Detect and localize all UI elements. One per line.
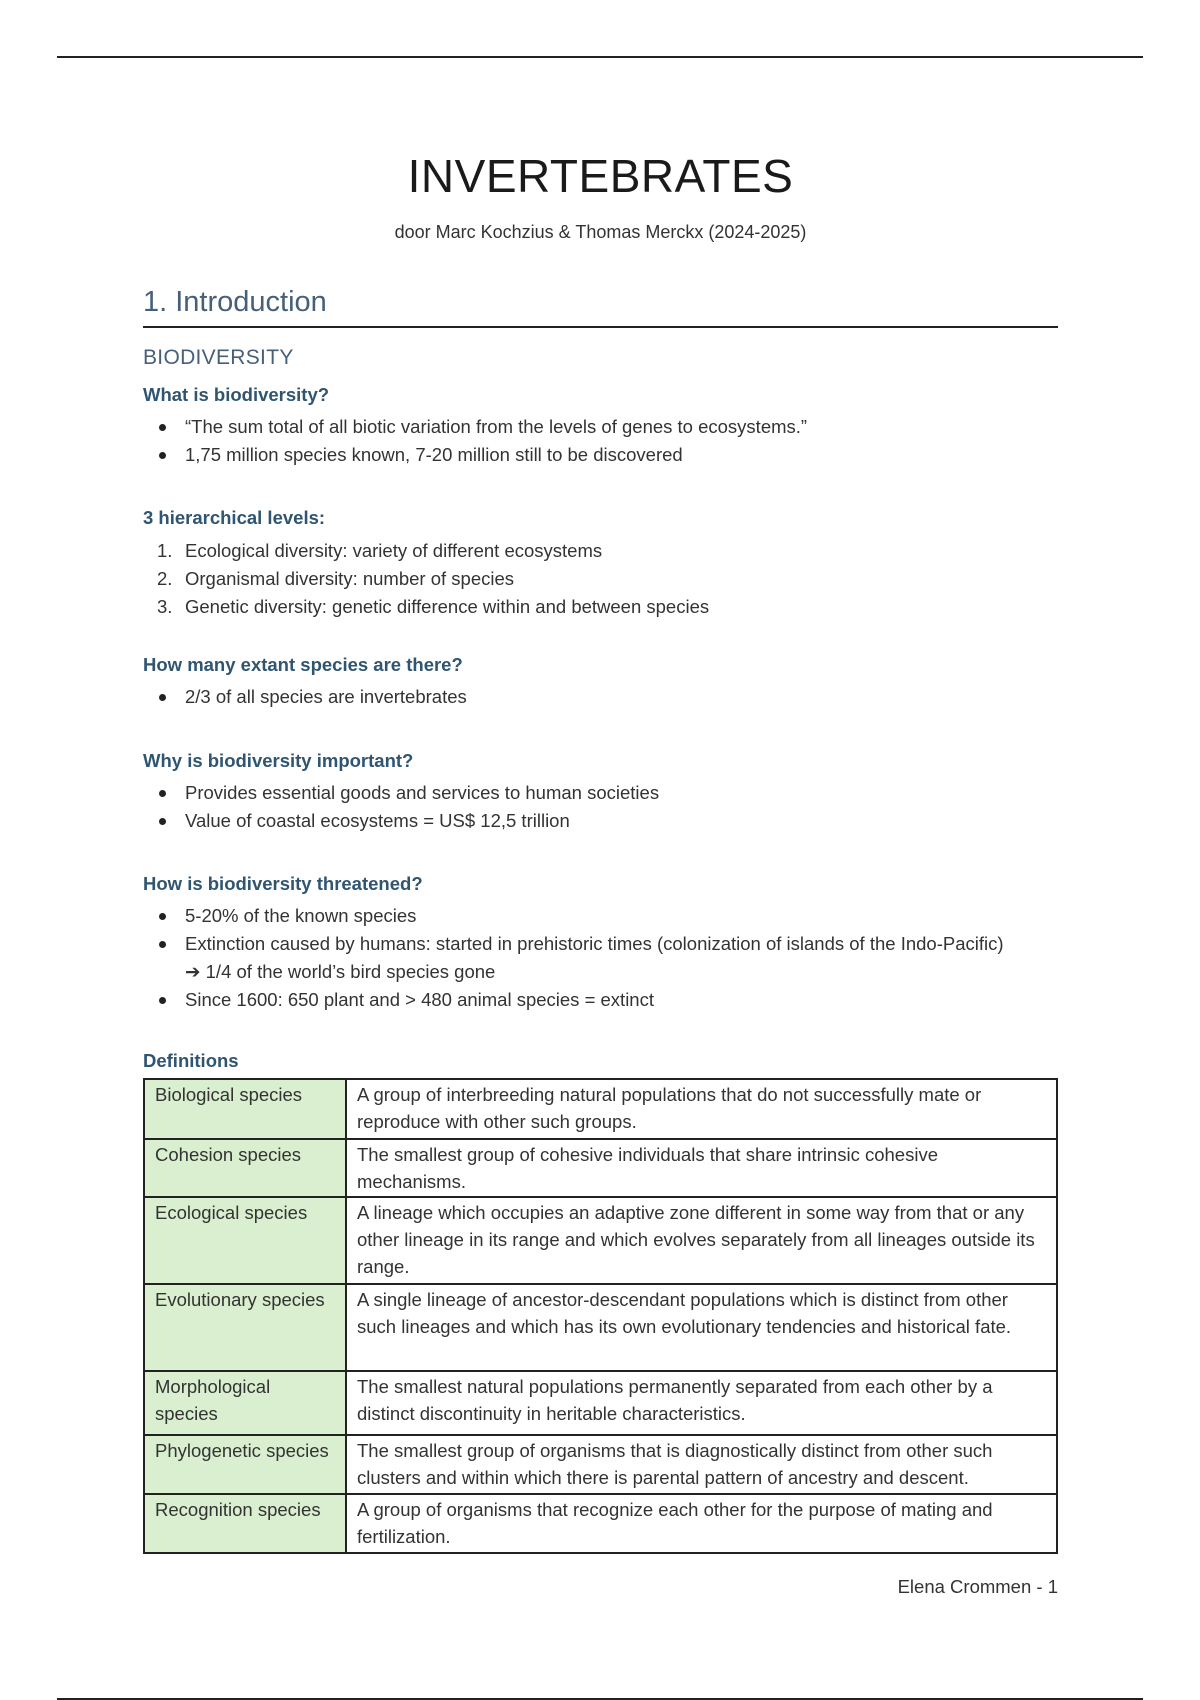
list-item: “The sum total of all biotic variation from the levels of genes to ecosystems.” [143,413,807,441]
important-heading: Why is biodiversity important? [143,750,414,771]
definitions-table [143,1078,1058,1554]
list-text: Ecological diversity: variety of different ecosystems [185,540,603,561]
table-row [144,1494,1057,1553]
list-item [143,565,709,593]
threatened-list [143,902,1023,1014]
term-cell: Ecological species [144,1197,346,1284]
definition-cell: A lineage which occupies an adaptive zone different in some way from that or any other lineage in its range and which evolves separately from all lineages outside its range. [346,1197,1057,1284]
levels-heading: 3 hierarchical levels: [143,507,326,528]
definition-cell: The smallest group of organisms that is diagnostically distinct from other such clusters and within which there is parental pattern of ancestry and descent. [346,1435,1057,1494]
table-row [144,1371,1057,1435]
list-item: Since 1600: 650 plant and > 480 animal species = extinct [143,986,1023,1014]
list-text: Genetic diversity: genetic difference within and between species [185,596,710,617]
definition-cell: The smallest natural populations permanently separated from each other by a distinct discontinuity in heritable characteristics. [346,1371,1057,1435]
term-cell: Cohesion species [144,1139,346,1197]
table-row [144,1139,1057,1197]
term-cell: Morphological species [144,1371,346,1435]
extant-list [143,683,467,711]
list-text: Organismal diversity: number of species [185,568,515,589]
page-footer: Elena Crommen - 1 [897,1576,1058,1597]
table-row [144,1435,1057,1494]
threatened-heading: How is biodiversity threatened? [143,873,423,894]
definition-cell: A group of organisms that recognize each other for the purpose of mating and fertilization. [346,1494,1057,1553]
document-subtitle: door Marc Kochzius & Thomas Merckx (2024-2025) [394,222,807,242]
document-title: INVERTEBRATES [407,150,794,202]
table-row [144,1284,1057,1371]
list-item: Provides essential goods and services to human societies [143,779,659,807]
list-item: Extinction caused by humans: started in prehistoric times (colonization of islands of the Indo-Pacific) ➔ 1/4 of the world’s bird species gone [143,930,1023,986]
section-heading: 1. Introduction [143,284,1058,328]
list-item: 5-20% of the known species [143,902,1023,930]
table-row [144,1197,1057,1284]
list-number: 2. [157,568,173,589]
levels-list [143,537,709,621]
definition-cell: A single lineage of ancestor-descendant populations which is distinct from other such lineages and which has its own evolutionary tendencies and historical fate. [346,1284,1057,1371]
important-list [143,779,659,835]
term-cell: Biological species [144,1079,346,1139]
list-number: 3. [157,596,173,617]
definition-cell: The smallest group of cohesive individuals that share intrinsic cohesive mechanisms. [346,1139,1057,1197]
term-cell: Phylogenetic species [144,1435,346,1494]
list-item: 1,75 million species known, 7-20 million still to be discovered [143,441,807,469]
what-is-list [143,413,807,469]
list-number: 1. [157,540,173,561]
list-item [143,537,709,565]
top-rule [57,56,1143,58]
definitions-heading: Definitions [143,1050,239,1071]
table-row [144,1079,1057,1139]
what-is-heading: What is biodiversity? [143,384,330,405]
subsection-heading: BIODIVERSITY [143,346,294,369]
list-item [143,593,709,621]
term-cell: Recognition species [144,1494,346,1553]
term-cell: Evolutionary species [144,1284,346,1371]
extant-heading: How many extant species are there? [143,654,463,675]
list-item: Value of coastal ecosystems = US$ 12,5 trillion [143,807,659,835]
list-item: 2/3 of all species are invertebrates [143,683,467,711]
definition-cell: A group of interbreeding natural populations that do not successfully mate or reproduce with other such groups. [346,1079,1057,1139]
